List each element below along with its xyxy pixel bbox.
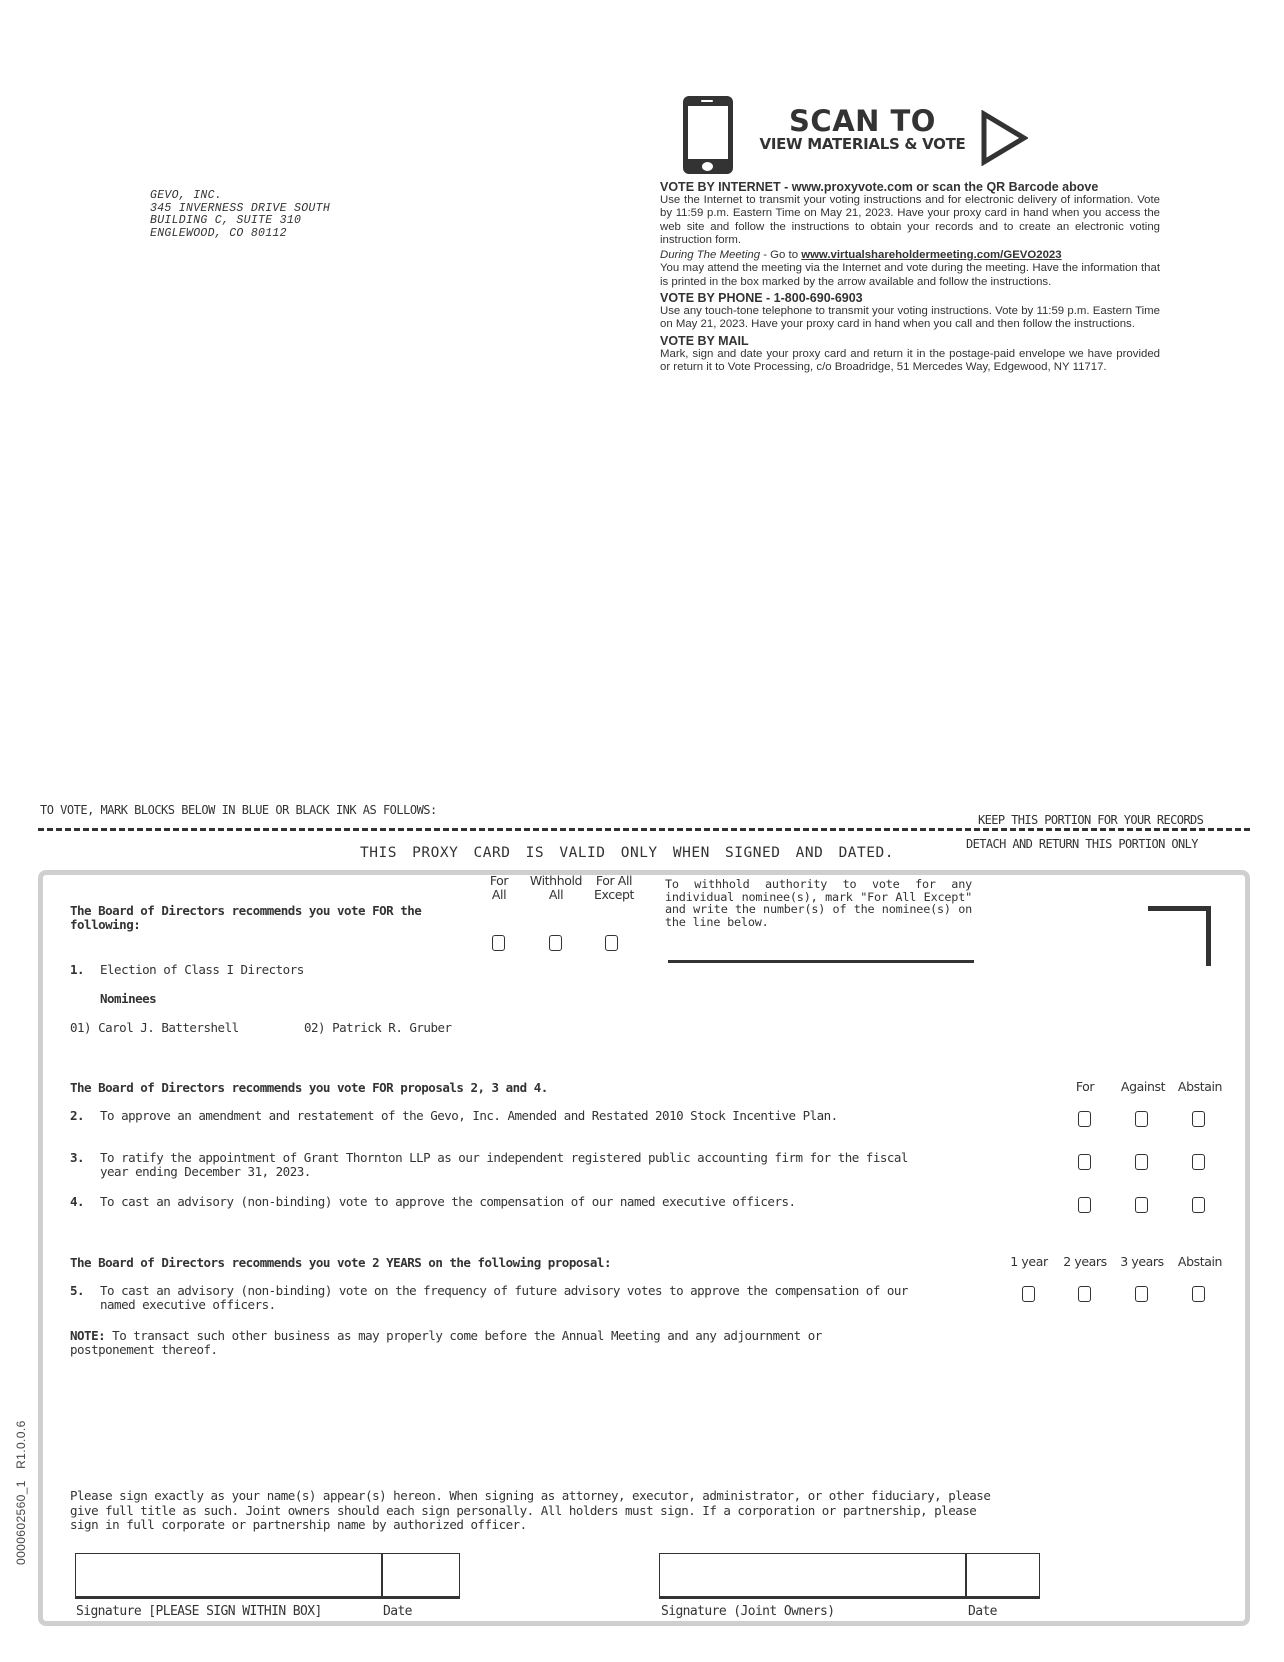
scan-subtitle: VIEW MATERIALS & VOTE bbox=[759, 135, 966, 153]
vote-mail-body: Mark, sign and date your proxy card and return it in the postage-paid envelope we have provided or return it to Vote Processing, c/o Broadridge, 51 Mercedes Way, Edgewood, NY 11717. bbox=[660, 347, 1160, 373]
company-address bbox=[150, 190, 330, 240]
address-line: ENGLEWOOD, CO 80112 bbox=[150, 226, 287, 240]
checkbox-p2-against[interactable] bbox=[1135, 1111, 1148, 1127]
voting-instructions bbox=[660, 180, 1160, 376]
joint-date-label: Date bbox=[968, 1604, 997, 1619]
checkbox-for-all-except[interactable] bbox=[605, 935, 618, 951]
meeting-link[interactable]: www.virtualshareholdermeeting.com/GEVO2023 bbox=[801, 249, 1062, 262]
address-line: 345 INVERNESS DRIVE SOUTH bbox=[150, 201, 331, 215]
proposal-number: 4. bbox=[70, 1194, 85, 1209]
section3-recommendation: The Board of Directors recommends you vote 2 YEARS on the following proposal: bbox=[70, 1255, 611, 1270]
section1-recommendation: The Board of Directors recommends you vote FOR the following: bbox=[70, 903, 422, 932]
nominee-02: 02) Patrick R. Gruber bbox=[304, 1020, 452, 1035]
scan-title: SCAN TO bbox=[789, 104, 936, 138]
corner-registration-mark bbox=[1148, 906, 1211, 966]
meeting-line bbox=[660, 249, 1160, 262]
scan-banner bbox=[750, 106, 975, 153]
proposal-text: To approve an amendment and restatement of the Gevo, Inc. Amended and Restated 2010 Stock Incentive Plan. bbox=[100, 1108, 838, 1123]
nominee-01: 01) Carol J. Battershell bbox=[70, 1020, 239, 1035]
keep-portion-label: KEEP THIS PORTION FOR YOUR RECORDS bbox=[978, 813, 1204, 827]
checkbox-p4-abstain[interactable] bbox=[1192, 1197, 1205, 1213]
address-line: GEVO, INC. bbox=[150, 189, 223, 202]
signature-box[interactable] bbox=[75, 1553, 383, 1599]
meeting-body: You may attend the meeting via the Internet and vote during the meeting. Have the information that is printed in the box marked by the arrow available and follow the instructions. bbox=[660, 262, 1160, 288]
play-arrow-icon bbox=[980, 110, 1028, 166]
col-abstain-freq: Abstain bbox=[1177, 1254, 1223, 1269]
sign-instructions: Please sign exactly as your name(s) appear(s) hereon. When signing as attorney, executor, administrator, or other fiduciary, please give full title as such. Joint owners should each sign personally. All holders must sign. If a corporation or partnership, please sign in full corporate or partnership name by authorized officer. bbox=[70, 1488, 991, 1532]
checkbox-p3-against[interactable] bbox=[1135, 1154, 1148, 1170]
nominees-label: Nominees bbox=[100, 991, 157, 1006]
proposal-number: 5. bbox=[70, 1283, 85, 1298]
col-against: Against bbox=[1120, 1079, 1166, 1094]
checkbox-p5-3-years[interactable] bbox=[1135, 1286, 1148, 1302]
date-box[interactable] bbox=[381, 1553, 460, 1599]
vote-phone-heading: VOTE BY PHONE - 1-800-690-6903 bbox=[660, 291, 863, 306]
signature-label: Signature [PLEASE SIGN WITHIN BOX] bbox=[76, 1604, 322, 1619]
proposal-text: Election of Class I Directors bbox=[100, 962, 304, 977]
proposal-2 bbox=[70, 1108, 920, 1123]
col-for-all: For All bbox=[489, 873, 509, 902]
vote-mail-heading: VOTE BY MAIL bbox=[660, 333, 749, 348]
col-for-all-except: For All Except bbox=[593, 873, 635, 902]
note-label: NOTE: bbox=[70, 1328, 106, 1343]
detach-return-label: DETACH AND RETURN THIS PORTION ONLY bbox=[966, 837, 1198, 851]
proposal-number: 2. bbox=[70, 1108, 85, 1123]
detach-line bbox=[38, 828, 1250, 831]
phone-icon bbox=[683, 96, 733, 174]
col-withhold-all: Withhold All bbox=[529, 873, 583, 902]
date-label: Date bbox=[383, 1604, 412, 1619]
note bbox=[70, 1329, 890, 1357]
vote-phone-body: Use any touch-tone telephone to transmit your voting instructions. Vote by 11:59 p.m. Eastern Time on May 21, 2023. Have your proxy card in hand when you call and then follow the instructions. bbox=[660, 305, 1160, 331]
joint-signature-label: Signature (Joint Owners) bbox=[661, 1604, 835, 1619]
proposal-text: To cast an advisory (non-binding) vote on the frequency of future advisory votes to approve the compensation of our named executive officers. bbox=[100, 1283, 908, 1312]
proposal-5 bbox=[70, 1284, 940, 1312]
checkbox-withhold-all[interactable] bbox=[549, 935, 562, 951]
validity-notice: THIS PROXY CARD IS VALID ONLY WHEN SIGNED AND DATED. bbox=[360, 845, 894, 861]
col-3-years: 3 years bbox=[1120, 1254, 1164, 1269]
proposal-4 bbox=[70, 1194, 920, 1209]
checkbox-for-all[interactable] bbox=[492, 935, 505, 951]
proposal-text: To cast an advisory (non-binding) vote to approve the compensation of our named executive officers. bbox=[100, 1194, 796, 1209]
mark-instructions: TO VOTE, MARK BLOCKS BELOW IN BLUE OR BLACK INK AS FOLLOWS: bbox=[40, 803, 437, 817]
proposal-number: 3. bbox=[70, 1150, 85, 1165]
withhold-note: To withhold authority to vote for any individual nominee(s), mark "For All Except" and write the number(s) of the nominee(s) on the line below. bbox=[665, 877, 972, 929]
checkbox-p3-for[interactable] bbox=[1078, 1154, 1091, 1170]
proposal-3 bbox=[70, 1151, 940, 1179]
checkbox-p4-against[interactable] bbox=[1135, 1197, 1148, 1213]
vote-internet-heading: VOTE BY INTERNET - www.proxyvote.com or scan the QR Barcode above bbox=[660, 180, 1099, 194]
meeting-sep: - Go to bbox=[760, 249, 802, 262]
proposal-text: To ratify the appointment of Grant Thornton LLP as our independent registered public accounting firm for the fiscal year ending December 31, 2023. bbox=[100, 1150, 908, 1179]
document-control-code: 0000602560_1 R1.0.0.6 bbox=[14, 1420, 28, 1565]
joint-signature-box[interactable] bbox=[659, 1553, 967, 1599]
note-text: To transact such other business as may properly come before the Annual Meeting and any adjournment or postponement thereof. bbox=[70, 1328, 822, 1357]
checkbox-p2-abstain[interactable] bbox=[1192, 1111, 1205, 1127]
section2-recommendation: The Board of Directors recommends you vote FOR proposals 2, 3 and 4. bbox=[70, 1080, 548, 1095]
address-line: BUILDING C, SUITE 310 bbox=[150, 214, 302, 227]
col-for: For bbox=[1075, 1079, 1095, 1094]
vote-internet-body: Use the Internet to transmit your voting instructions and for electronic delivery of information. Vote by 11:59 p.m. Eastern Time on May 21, 2023. Have your proxy card in hand when you access the web site and follow the instructions to obtain your records and to create an electronic voting instruction form. bbox=[660, 194, 1160, 246]
nominee-number-line[interactable] bbox=[668, 960, 974, 963]
checkbox-p4-for[interactable] bbox=[1078, 1197, 1091, 1213]
joint-date-box[interactable] bbox=[965, 1553, 1040, 1599]
checkbox-p3-abstain[interactable] bbox=[1192, 1154, 1205, 1170]
proposal-1 bbox=[70, 962, 304, 977]
checkbox-p2-for[interactable] bbox=[1078, 1111, 1091, 1127]
col-2-years: 2 years bbox=[1063, 1254, 1107, 1269]
checkbox-p5-2-years[interactable] bbox=[1078, 1286, 1091, 1302]
checkbox-p5-abstain[interactable] bbox=[1192, 1286, 1205, 1302]
col-abstain: Abstain bbox=[1177, 1079, 1223, 1094]
meeting-label: During The Meeting bbox=[660, 249, 761, 262]
proposal-number: 1. bbox=[70, 962, 85, 977]
col-1-year: 1 year bbox=[1010, 1254, 1048, 1269]
checkbox-p5-1-year[interactable] bbox=[1022, 1286, 1035, 1302]
